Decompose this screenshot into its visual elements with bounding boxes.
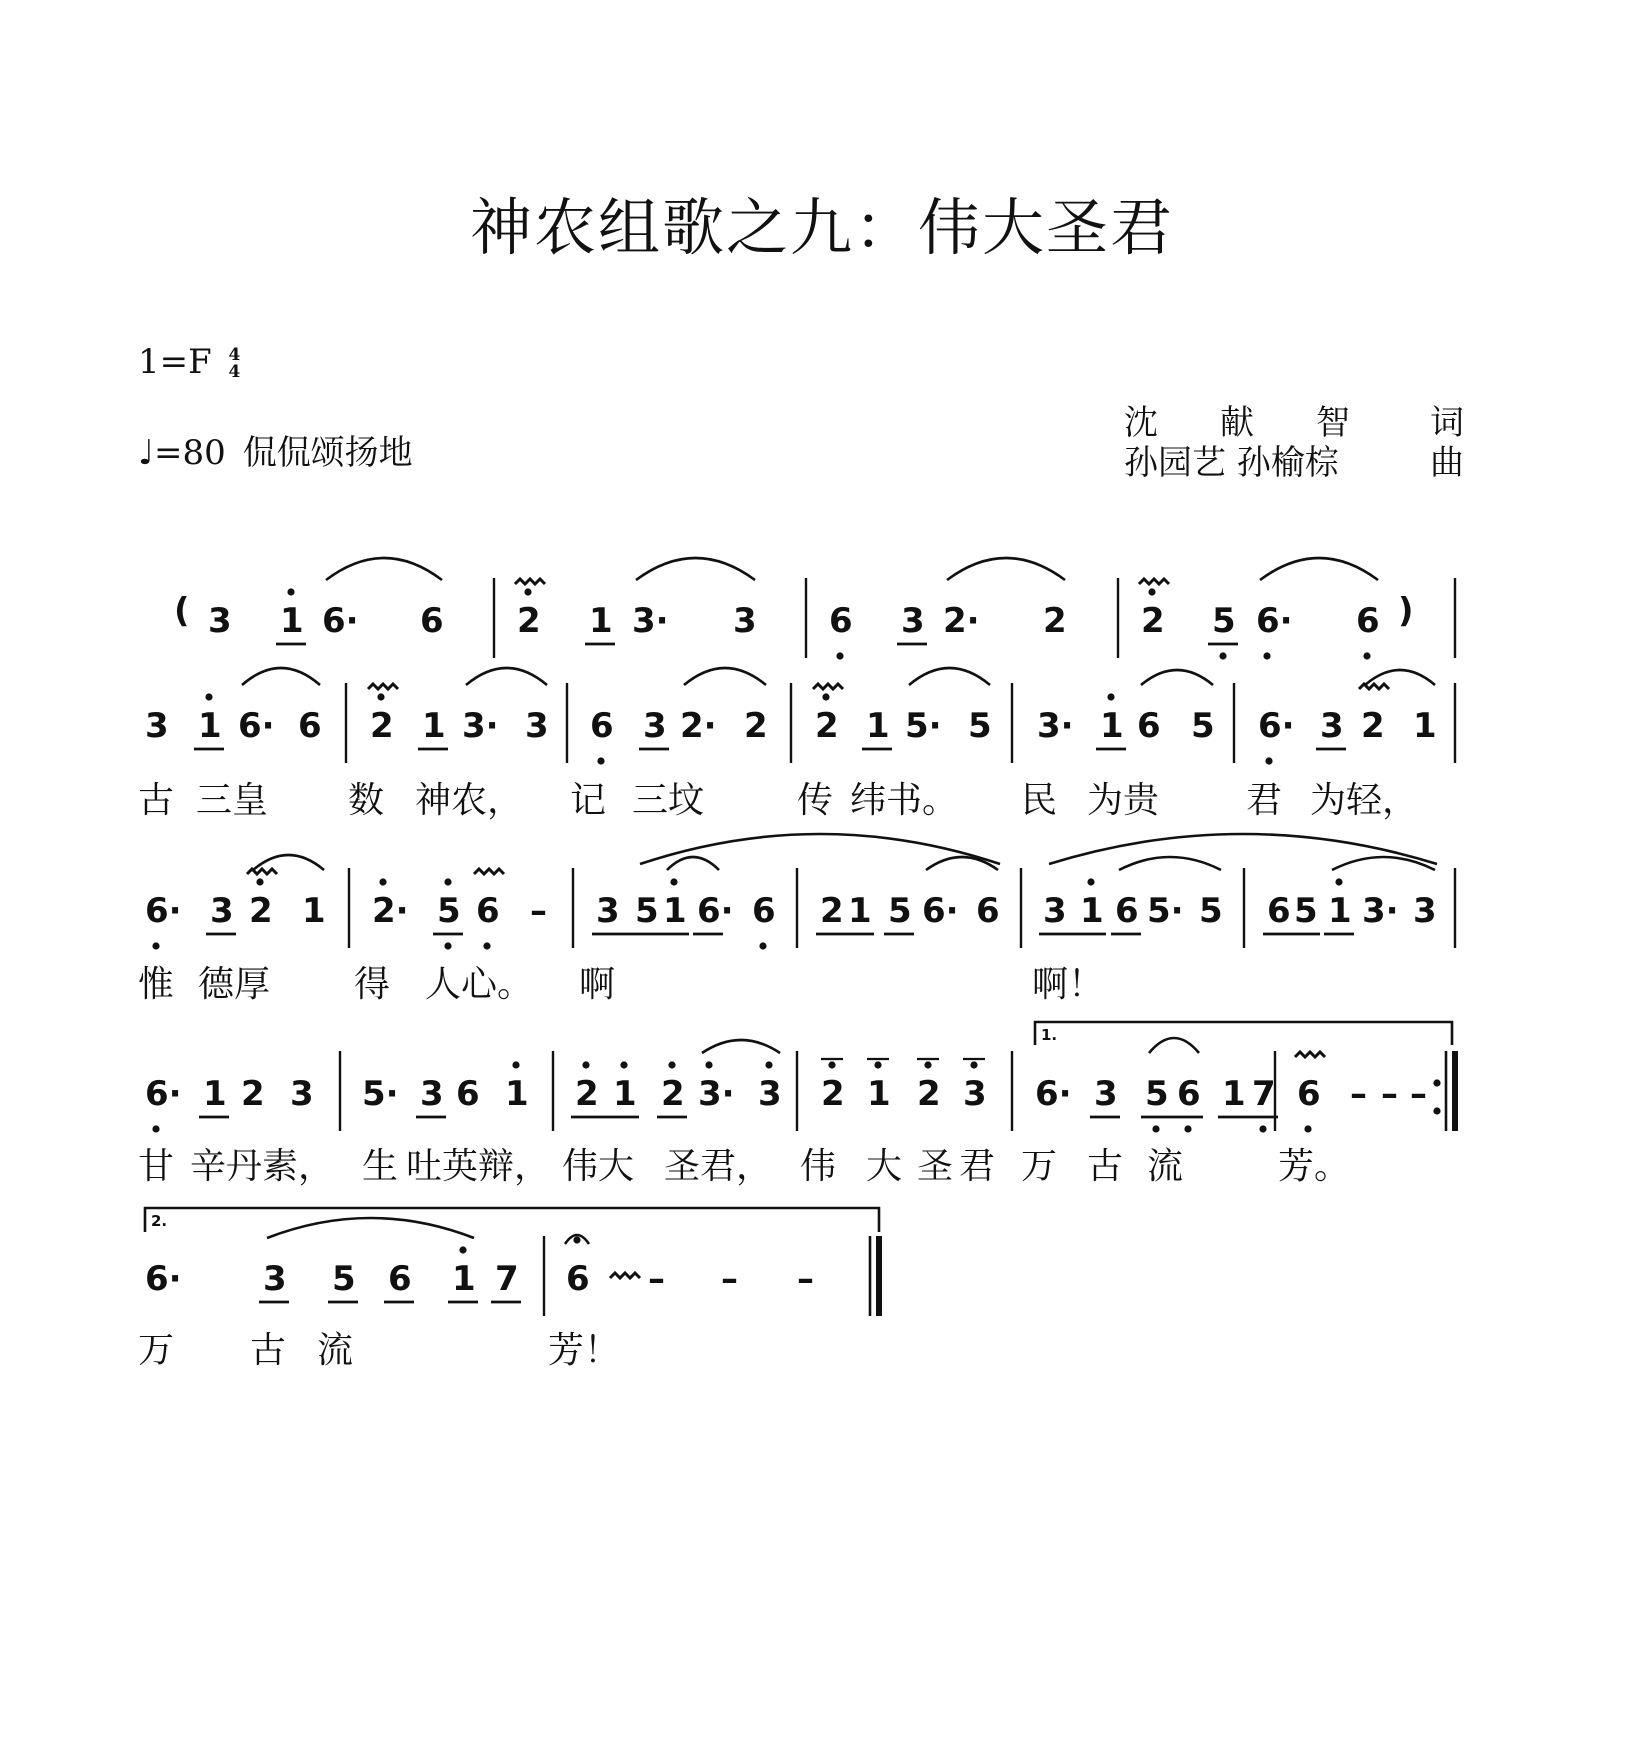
- octave-dot-low: [444, 942, 451, 949]
- jianpu-note: 3·: [1037, 706, 1074, 746]
- jianpu-note: 3: [208, 601, 232, 641]
- lyric-word: 人心。: [425, 964, 534, 1005]
- trill-ornament: [247, 869, 277, 874]
- jianpu-note: 6·: [1256, 601, 1293, 641]
- page-title: 神农组歌之九：伟大圣君: [469, 191, 1174, 264]
- repeat-dot: [1433, 1079, 1440, 1086]
- jianpu-note: 3: [733, 601, 757, 641]
- jianpu-note: –: [530, 891, 547, 931]
- jianpu-note: 5: [437, 891, 461, 931]
- jianpu-note: 6·: [145, 1259, 182, 1299]
- jianpu-note: 6·: [145, 1074, 182, 1114]
- slur: [1260, 558, 1378, 580]
- lyric-word: 啊: [579, 964, 616, 1005]
- jianpu-note: 6: [829, 601, 853, 641]
- jianpu-note: 6·: [238, 706, 275, 746]
- jianpu-note: 1: [1100, 706, 1124, 746]
- jianpu-note: 5: [1294, 891, 1318, 931]
- jianpu-note: 6: [1297, 1074, 1321, 1114]
- jianpu-note: 6·: [922, 891, 959, 931]
- lyric-word: 古: [250, 1330, 287, 1371]
- jianpu-note: 2·: [680, 706, 717, 746]
- jianpu-note: 6·: [145, 891, 182, 931]
- slur: [702, 1040, 780, 1053]
- jianpu-note: 6: [420, 601, 444, 641]
- jianpu-note: 2: [661, 1074, 685, 1114]
- jianpu-note: 5: [888, 891, 912, 931]
- lyric-word: 民: [1021, 780, 1058, 821]
- jianpu-note: 6: [752, 891, 776, 931]
- octave-dot-high: [822, 693, 829, 700]
- slur: [242, 668, 320, 685]
- volta-label-1: 1.: [1041, 1026, 1058, 1044]
- octave-dot-high: [670, 878, 677, 885]
- octave-dot-low: [483, 942, 490, 949]
- octave-dot-high: [256, 878, 263, 885]
- jianpu-note: 6: [476, 891, 500, 931]
- repeat-dot: [1433, 1107, 1440, 1114]
- jianpu-note: 1: [422, 706, 446, 746]
- jianpu-note: 5: [968, 706, 992, 746]
- lyric-word: 辛丹素，: [190, 1146, 335, 1187]
- jianpu-note: 5·: [905, 706, 942, 746]
- octave-dot-high: [668, 1061, 675, 1068]
- slur: [1141, 670, 1213, 685]
- octave-dot-high: [705, 1061, 712, 1068]
- jianpu-note: 1: [452, 1259, 476, 1299]
- lyric-word: 万: [138, 1330, 175, 1371]
- slur: [1149, 1038, 1199, 1053]
- lyric-word: 生: [362, 1146, 399, 1187]
- slur: [636, 558, 755, 580]
- octave-dot-high: [205, 693, 212, 700]
- jianpu-note: 3·: [1362, 891, 1399, 931]
- jianpu-note: 6·: [1258, 706, 1295, 746]
- lyric-word: 伟: [800, 1146, 837, 1187]
- octave-dot-high: [512, 1061, 519, 1068]
- octave-dot-high: [524, 588, 531, 595]
- jianpu-note: 6: [1177, 1074, 1201, 1114]
- jianpu-note: 6·: [1035, 1074, 1072, 1114]
- jianpu-note: 1: [505, 1074, 529, 1114]
- lyric-word: 得: [354, 964, 391, 1005]
- octave-dot-high: [582, 1061, 589, 1068]
- jianpu-note: 6·: [697, 891, 734, 931]
- lyric-word: 君: [959, 1146, 996, 1187]
- jianpu-note: 5·: [362, 1074, 399, 1114]
- tempo-value: ♩=80: [138, 433, 226, 473]
- jianpu-note: 6: [388, 1259, 412, 1299]
- jianpu-note: 2: [1141, 601, 1165, 641]
- jianpu-note: 6·: [322, 601, 359, 641]
- jianpu-note: 2: [744, 706, 768, 746]
- slur: [466, 668, 547, 685]
- octave-dot-low: [1263, 652, 1270, 659]
- jianpu-note: 6: [590, 706, 614, 746]
- jianpu-note: 2: [917, 1074, 941, 1114]
- jianpu-note: 1: [613, 1074, 637, 1114]
- octave-dot-low: [1265, 757, 1272, 764]
- bracket-open: (: [174, 591, 190, 631]
- jianpu-note: 3: [1320, 706, 1344, 746]
- jianpu-note: 5: [1145, 1074, 1169, 1114]
- lyric-word: 流: [1147, 1146, 1184, 1187]
- lyricist-role: 词: [1430, 403, 1464, 443]
- jianpu-note: 2: [249, 891, 273, 931]
- octave-dot-low: [1152, 1125, 1159, 1132]
- lyric-word: 大: [866, 1146, 903, 1187]
- jianpu-note: 3: [210, 891, 234, 931]
- bracket-close: ): [1398, 591, 1414, 631]
- jianpu-note: 5: [1191, 706, 1215, 746]
- jianpu-note: 2: [1043, 601, 1067, 641]
- jianpu-note: 2: [241, 1074, 265, 1114]
- jianpu-note: 3·: [462, 706, 499, 746]
- lyric-word: 为贵: [1087, 780, 1160, 821]
- trill-ornament: [813, 684, 843, 689]
- jianpu-note: 3: [263, 1259, 287, 1299]
- octave-dot-low: [836, 652, 843, 659]
- slur: [667, 857, 719, 870]
- jianpu-note: 1: [663, 891, 687, 931]
- lyric-word: 德厚: [198, 964, 271, 1005]
- jianpu-note: 2: [370, 706, 394, 746]
- jianpu-note: 6: [1356, 601, 1380, 641]
- jianpu-note: 7: [495, 1259, 519, 1299]
- jianpu-note: 3: [643, 706, 667, 746]
- lyric-word: 三皇: [196, 780, 269, 821]
- lyric-word: 甘: [138, 1146, 175, 1187]
- fermata-dot: [573, 1236, 580, 1243]
- jianpu-note: –: [1350, 1074, 1367, 1114]
- jianpu-note: 2: [815, 706, 839, 746]
- jianpu-note: 3: [1094, 1074, 1118, 1114]
- key-label: 1=F: [138, 342, 212, 382]
- lyricist-name: 沈献智: [1124, 403, 1412, 443]
- octave-dot-low: [152, 942, 159, 949]
- lyric-word: 古: [1087, 1146, 1124, 1187]
- composer-name: 孙园艺 孙榆棕: [1124, 443, 1339, 483]
- jianpu-note: 1: [1328, 891, 1352, 931]
- lyric-word: 万: [1021, 1146, 1058, 1187]
- jianpu-note: 2: [575, 1074, 599, 1114]
- lyric-word: 芳。: [1278, 1146, 1351, 1187]
- octave-dot-high: [377, 693, 384, 700]
- lyric-word: 古: [138, 780, 175, 821]
- octave-dot-low: [759, 942, 766, 949]
- lyric-word: 三坟: [632, 780, 705, 821]
- trill-ornament: [474, 869, 504, 874]
- jianpu-note: 6: [976, 891, 1000, 931]
- jianpu-note: 1: [1222, 1074, 1246, 1114]
- jianpu-note: 3·: [698, 1074, 735, 1114]
- lyric-word: 流: [317, 1330, 354, 1371]
- octave-dot-low: [1363, 652, 1370, 659]
- slur: [253, 855, 324, 870]
- trill-ornament: [610, 1273, 640, 1278]
- octave-dot-low: [1219, 652, 1226, 659]
- jianpu-note: 5: [332, 1259, 356, 1299]
- jianpu-note: 5: [1199, 891, 1223, 931]
- lyric-word: 啊！: [1032, 964, 1105, 1005]
- trill-ornament: [1295, 1052, 1325, 1057]
- lyric-word: 芳！: [548, 1330, 621, 1371]
- jianpu-note: 7: [1252, 1074, 1276, 1114]
- lyric-word: 传: [797, 780, 834, 821]
- volta-bracket-2: [145, 1208, 879, 1232]
- octave-dot-high: [379, 878, 386, 885]
- trill-ornament: [368, 684, 398, 689]
- phrase-slur: [1049, 834, 1437, 864]
- slur: [1365, 670, 1435, 685]
- octave-dot-high: [924, 1061, 931, 1068]
- octave-dot-high: [970, 1061, 977, 1068]
- jianpu-note: 3·: [632, 601, 669, 641]
- jianpu-note: 1: [589, 601, 613, 641]
- jianpu-note: 2·: [943, 601, 980, 641]
- octave-dot-high: [1107, 693, 1114, 700]
- lyric-word: 伟大: [562, 1146, 635, 1187]
- jianpu-note: –: [1410, 1074, 1427, 1114]
- lyric-word: 吐英辩，: [406, 1146, 551, 1187]
- jianpu-note: 1: [1080, 891, 1104, 931]
- lyric-word: 记: [570, 780, 607, 821]
- jianpu-note: 3: [525, 706, 549, 746]
- lyric-word: 惟: [138, 964, 175, 1005]
- jianpu-note: 3: [1413, 891, 1437, 931]
- jianpu-note: 2·: [372, 891, 409, 931]
- volta-bracket-1: [1035, 1022, 1452, 1045]
- volta-label-2: 2.: [151, 1212, 168, 1230]
- expression-text: 侃侃颂扬地: [242, 433, 413, 473]
- octave-dot-high: [765, 1061, 772, 1068]
- jianpu-note: 3: [290, 1074, 314, 1114]
- octave-dot-high: [1087, 878, 1094, 885]
- octave-dot-high: [459, 1246, 466, 1253]
- time-signature-top: 4: [228, 345, 241, 365]
- jianpu-note: 1: [1413, 706, 1437, 746]
- lyric-word: 君: [1246, 780, 1283, 821]
- jianpu-note: –: [721, 1259, 738, 1299]
- trill-ornament: [515, 579, 545, 584]
- trill-ornament: [1139, 579, 1169, 584]
- jianpu-note: 5: [1212, 601, 1236, 641]
- jianpu-note: –: [648, 1259, 665, 1299]
- jianpu-note: 6: [566, 1259, 590, 1299]
- jianpu-note: 3: [420, 1074, 444, 1114]
- lyric-word: 纬书。: [850, 780, 959, 821]
- slur: [684, 668, 766, 685]
- slur: [1119, 857, 1221, 870]
- jianpu-note: 6: [298, 706, 322, 746]
- jianpu-note: 1: [867, 1074, 891, 1114]
- octave-dot-high: [874, 1061, 881, 1068]
- jianpu-note: 1: [866, 706, 890, 746]
- jianpu-note: 2: [821, 1074, 845, 1114]
- octave-dot-low: [152, 1125, 159, 1132]
- jianpu-note: 6: [1267, 891, 1291, 931]
- jianpu-note: 3: [758, 1074, 782, 1114]
- jianpu-note: –: [1381, 1074, 1398, 1114]
- jianpu-note: 3: [963, 1074, 987, 1114]
- lyric-word: 圣君，: [664, 1146, 773, 1187]
- lyric-word: 数: [348, 780, 385, 821]
- jianpu-note: 5: [635, 891, 659, 931]
- composer-role: 曲: [1430, 443, 1464, 483]
- octave-dot-high: [444, 878, 451, 885]
- octave-dot-low: [597, 757, 604, 764]
- jianpu-note: 3: [901, 601, 925, 641]
- jianpu-note: 6: [1137, 706, 1161, 746]
- octave-dot-low: [1184, 1125, 1191, 1132]
- slur: [267, 1218, 474, 1238]
- octave-dot-high: [620, 1061, 627, 1068]
- slur: [947, 558, 1065, 580]
- octave-dot-high: [287, 588, 294, 595]
- jianpu-note: 6: [1115, 891, 1139, 931]
- jianpu-note: 5·: [1147, 891, 1184, 931]
- jianpu-note: 3: [596, 891, 620, 931]
- slur: [326, 558, 442, 580]
- jianpu-note: 3: [1043, 891, 1067, 931]
- jianpu-note: 1: [848, 891, 872, 931]
- octave-dot-high: [1148, 588, 1155, 595]
- jianpu-note: 6: [456, 1074, 480, 1114]
- jianpu-note: 1: [302, 891, 326, 931]
- jianpu-note: 2: [517, 601, 541, 641]
- slur: [909, 668, 990, 685]
- lyric-word: 为轻，: [1310, 780, 1419, 821]
- lyric-word: 圣: [917, 1146, 954, 1187]
- time-signature-bottom: 4: [228, 362, 241, 382]
- jianpu-note: 2: [820, 891, 844, 931]
- jianpu-note: 2: [1361, 706, 1385, 746]
- jianpu-note: 1: [198, 706, 222, 746]
- octave-dot-low: [1259, 1125, 1266, 1132]
- octave-dot-high: [1335, 878, 1342, 885]
- jianpu-note: 1: [203, 1074, 227, 1114]
- lyric-word: 神农，: [415, 780, 524, 821]
- jianpu-note: 3: [145, 706, 169, 746]
- trill-ornament: [1359, 684, 1389, 689]
- jianpu-note: –: [797, 1259, 814, 1299]
- octave-dot-high: [828, 1061, 835, 1068]
- jianpu-note: 1: [280, 601, 304, 641]
- octave-dot-low: [1304, 1125, 1311, 1132]
